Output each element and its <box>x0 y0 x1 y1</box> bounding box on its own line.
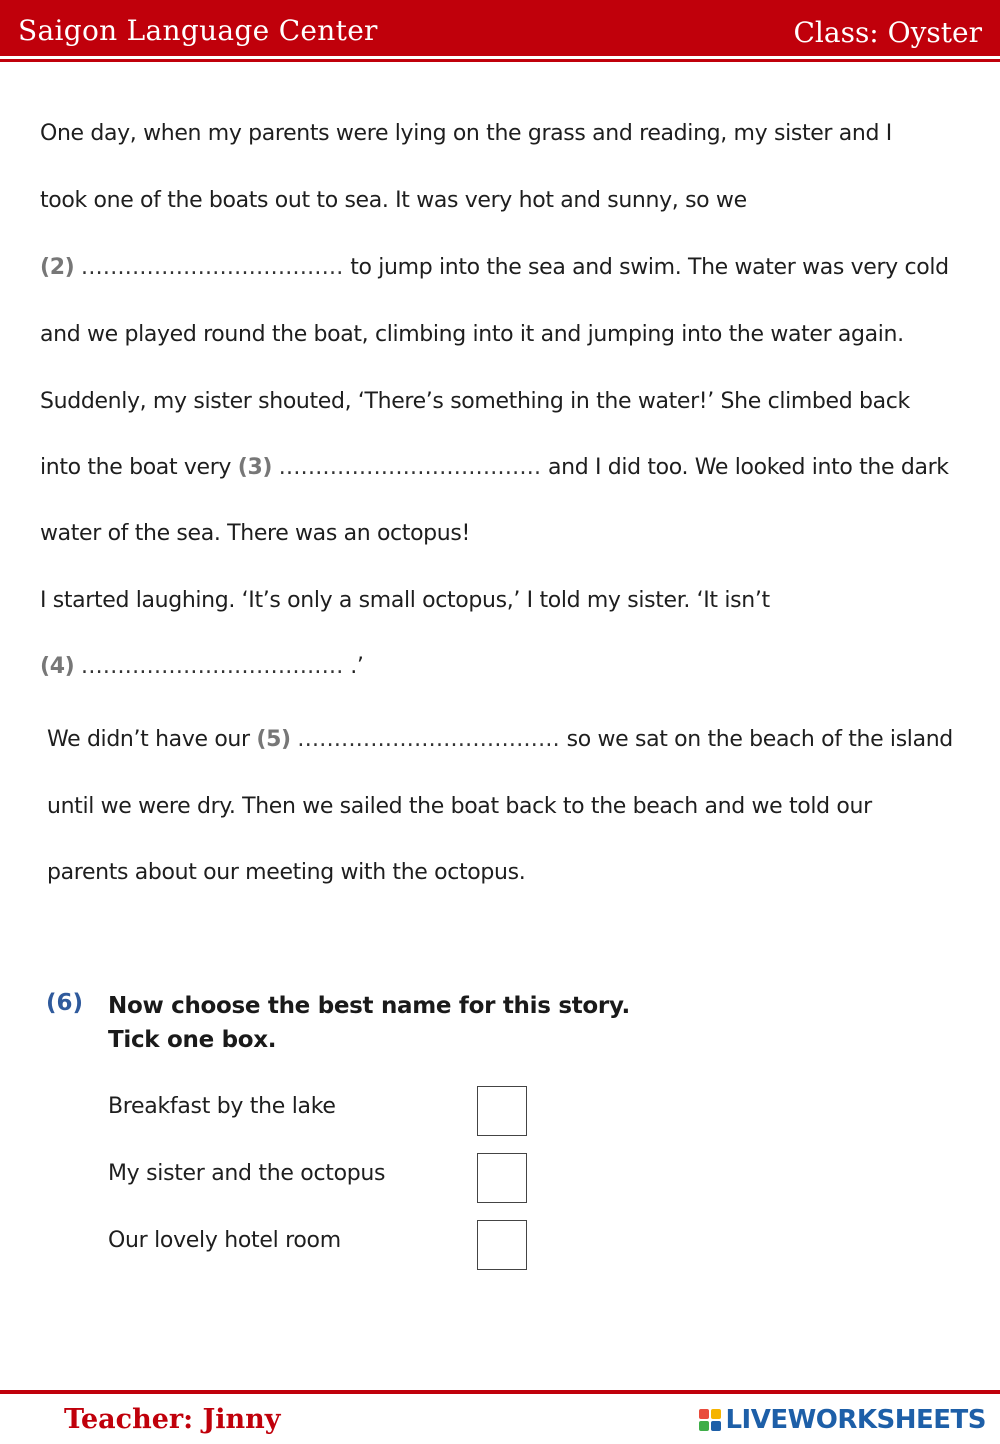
story-line-7: water of the sea. There was an octopus! <box>40 521 470 546</box>
answer-blank-4[interactable]: .................................... <box>81 654 344 679</box>
question-subinstruction: Tick one box. <box>108 1027 277 1053</box>
school-name: Saigon Language Center <box>18 14 378 47</box>
story-line-9-after: .’ <box>350 654 364 679</box>
story-line-10 <box>47 724 953 756</box>
story-line-10-after: so we sat on the beach of the island <box>566 727 953 752</box>
question-instruction: Now choose the best name for this story. <box>108 993 630 1019</box>
option-label-2: My sister and the octopus <box>108 1161 386 1186</box>
story-line-6-after: and I did too. We looked into the dark <box>547 455 949 480</box>
gap-number-3: (3) <box>237 455 273 480</box>
teacher-name: Teacher: Jinny <box>64 1404 281 1435</box>
liveworksheets-logo-icon <box>699 1409 721 1431</box>
header-divider <box>0 59 1000 62</box>
story-line-1: One day, when my parents were lying on the grass and reading, my sister and I <box>40 121 892 146</box>
answer-blank-3[interactable]: .................................... <box>278 455 542 480</box>
liveworksheets-brand <box>699 1402 986 1438</box>
gap-number-5: (5) <box>256 727 291 752</box>
story-line-9 <box>40 651 364 683</box>
answer-blank-2[interactable]: .................................... <box>81 255 344 280</box>
gap-number-2: (2) <box>40 255 75 280</box>
question-number: (6) <box>46 990 84 1016</box>
header-bar <box>0 0 1000 56</box>
story-line-2: took one of the boats out to sea. It was very hot and sunny, so we <box>40 188 747 213</box>
story-line-4: and we played round the boat, climbing into it and jumping into the water again. <box>40 322 904 347</box>
story-line-8: I started laughing. ‘It’s only a small octopus,’ I told my sister. ‘It isn’t <box>40 588 770 613</box>
option-label-3: Our lovely hotel room <box>108 1228 341 1253</box>
story-line-10-before: We didn’t have our <box>47 727 250 752</box>
option-label-1: Breakfast by the lake <box>108 1094 336 1119</box>
brand-text: LIVEWORKSHEETS <box>725 1405 986 1435</box>
tick-box-2[interactable] <box>477 1153 527 1203</box>
story-line-5: Suddenly, my sister shouted, ‘There’s something in the water!’ She climbed back <box>40 389 910 414</box>
story-line-3-text: to jump into the sea and swim. The water was very cold <box>350 255 949 280</box>
story-line-12: parents about our meeting with the octopus. <box>47 860 526 885</box>
footer-divider <box>0 1390 1000 1394</box>
story-line-11: until we were dry. Then we sailed the boat back to the beach and we told our <box>47 794 872 819</box>
story-line-6-before: into the boat very <box>40 455 232 480</box>
story-line-6 <box>40 452 949 484</box>
tick-box-3[interactable] <box>477 1220 527 1270</box>
answer-blank-5[interactable]: .................................... <box>297 727 560 752</box>
class-name: Class: Oyster <box>793 16 982 49</box>
tick-box-1[interactable] <box>477 1086 527 1136</box>
gap-number-4: (4) <box>40 654 75 679</box>
story-line-3 <box>40 252 949 284</box>
